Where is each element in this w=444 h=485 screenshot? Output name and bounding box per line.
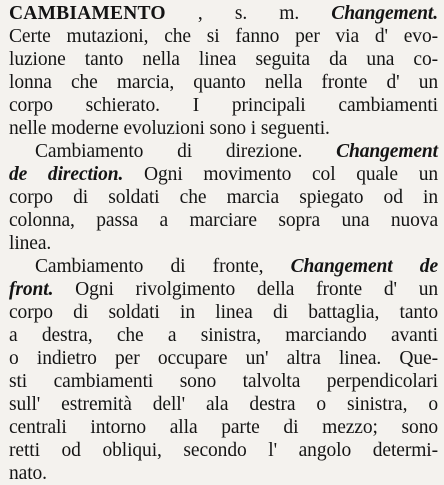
entry-headword: CAMBIAMENTO bbox=[9, 3, 166, 24]
subentry-fronte-headline bbox=[9, 255, 438, 278]
text-line: retti od obliqui, secondo l' angolo determi- bbox=[9, 440, 438, 461]
entry-headline bbox=[9, 2, 438, 25]
text-line: lonna che marcia, quanto nella fronte d' un bbox=[9, 72, 438, 93]
subentry-definition: Ogni movimento col quale un bbox=[123, 164, 439, 185]
subentry-term: Cambiamento di fronte, bbox=[35, 256, 291, 277]
text-line: Certe mutazioni, che si fanno per via d' evo- bbox=[9, 26, 438, 47]
text-line: linea. bbox=[9, 233, 52, 254]
text-line: centrali intorno alla parte di mezzo; sono bbox=[9, 417, 438, 438]
text-line: sull' estremità dell' ala destra o sinistra, o bbox=[9, 394, 438, 415]
subentry-translation-cont: front. bbox=[9, 279, 54, 300]
text-line bbox=[9, 278, 438, 301]
subentry-direzione-headline bbox=[9, 140, 438, 163]
text-line: o indietro per occupare un' altra linea. Que- bbox=[9, 348, 438, 369]
subentry-definition: Ogni rivolgimento della fronte d' un bbox=[53, 279, 438, 300]
subentry-translation: Changement de bbox=[290, 256, 438, 277]
text-line: corpo schierato. I principali cambiamenti bbox=[9, 95, 438, 116]
text-line bbox=[9, 163, 438, 186]
text-line: nato. bbox=[9, 463, 47, 484]
subentry-translation: Changement bbox=[336, 141, 438, 162]
entry-grammar: , s. m. bbox=[165, 3, 332, 24]
text-line: sti cambiamenti sono talvolta perpendicolari bbox=[9, 371, 438, 392]
text-line: a destra, che a sinistra, marciando avanti bbox=[9, 325, 438, 346]
text-line: corpo di soldati in linea di battaglia, tanto bbox=[9, 302, 438, 323]
subentry-translation-cont: de direction. bbox=[9, 164, 124, 185]
text-line: corpo di soldati che marcia spiegato od in bbox=[9, 187, 438, 208]
text-line: colonna, passa a marciare sopra una nuova bbox=[9, 210, 438, 231]
text-line: luzione tanto nella linea seguita da una co- bbox=[9, 49, 438, 70]
subentry-term: Cambiamento di direzione. bbox=[35, 141, 337, 162]
entry-translation: Changement. bbox=[331, 3, 438, 24]
text-line: nelle moderne evoluzioni sono i seguenti. bbox=[9, 118, 330, 139]
